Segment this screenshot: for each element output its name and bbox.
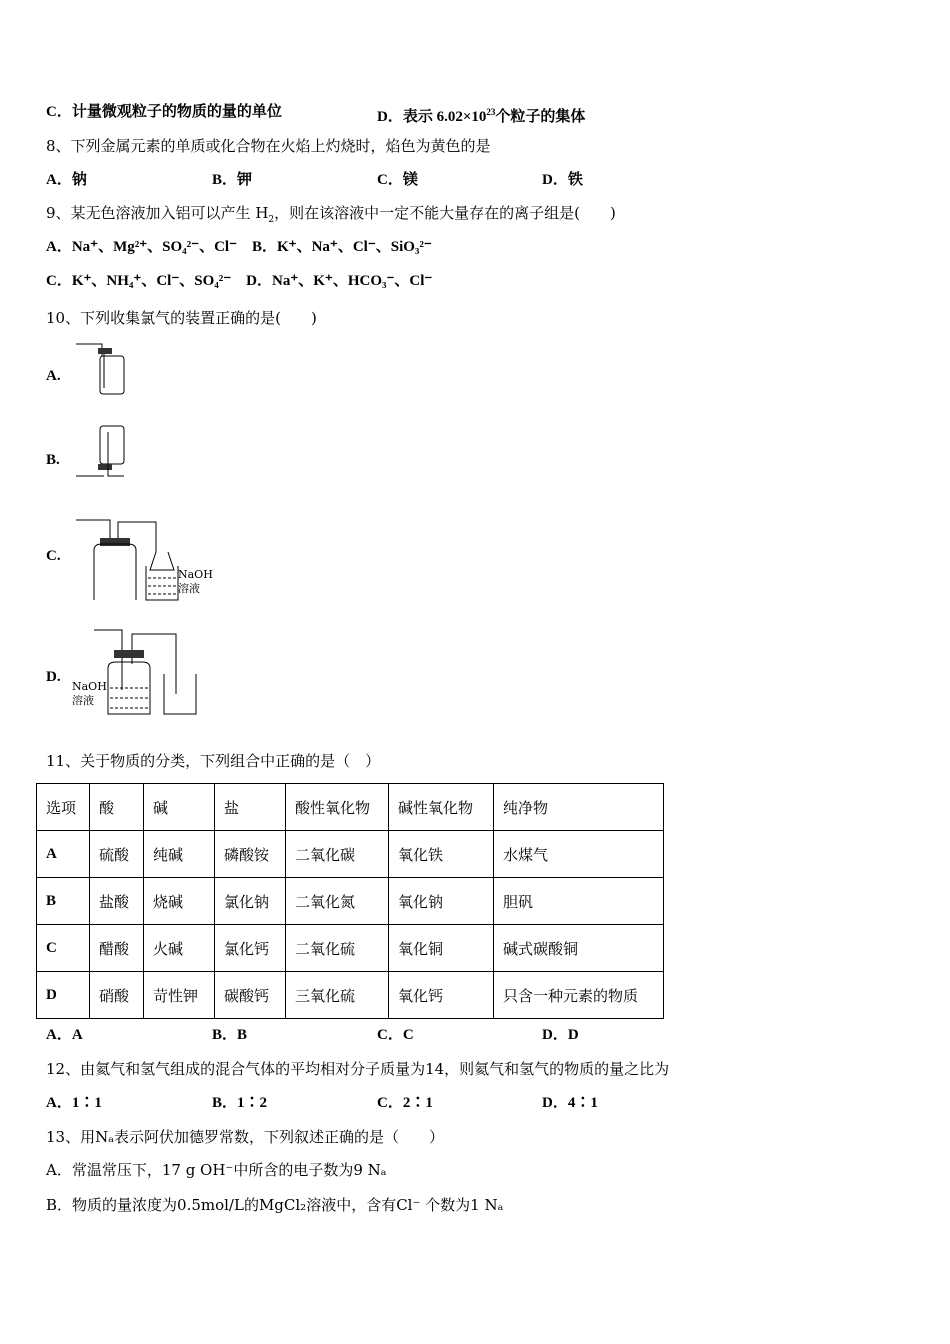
table-row [37, 972, 664, 1019]
header-cell: 碱 [144, 784, 215, 831]
table-row [37, 831, 664, 878]
apparatus-c-image [72, 514, 222, 606]
naoh-label-c: NaOH [178, 568, 213, 581]
table-cell: 氧化铁 [389, 831, 494, 878]
table-cell: 纯碱 [144, 831, 215, 878]
q7-d-exp: 23 [486, 107, 496, 117]
table-row [37, 878, 664, 925]
q12-option-d: D．4∶1 [542, 1095, 598, 1111]
q7-option-c: C．计量微观粒子的物质的量的单位 [46, 104, 282, 120]
q12-option-c: C．2∶1 [377, 1095, 433, 1111]
q10-option-c-label: C. [46, 548, 61, 564]
q9-stem-sub: 2 [268, 215, 275, 225]
solution-label-d: 溶液 [72, 694, 94, 707]
header-cell: 盐 [215, 784, 286, 831]
q9-options-ab: A．Na⁺、Mg²⁺、SO₄²⁻、Cl⁻ B．K⁺、Na⁺、Cl⁻、SiO₃²⁻ [46, 239, 432, 255]
q9-stem-pre: 9、某无色溶液加入铝可以产生 H [46, 204, 269, 222]
table-cell: 二氧化氮 [286, 878, 389, 925]
q11-option-d: D．D [542, 1027, 579, 1043]
q8-stem: 8、下列金属元素的单质或化合物在火焰上灼烧时，焰色为黄色的是 [46, 137, 491, 155]
q8-option-d: D．铁 [542, 172, 583, 188]
apparatus-d-image [72, 624, 212, 720]
table-cell: 烧碱 [144, 878, 215, 925]
q11-option-b: B．B [212, 1027, 248, 1043]
q10-option-a-label: A. [46, 368, 61, 384]
naoh-label-d: NaOH [72, 680, 107, 693]
q11-option-c: C．C [377, 1027, 414, 1043]
table-cell: 氯化钙 [215, 925, 286, 972]
header-cell: 纯净物 [494, 784, 664, 831]
q11-stem: 11、关于物质的分类，下列组合中正确的是（ ） [46, 752, 381, 770]
q9-stem [46, 203, 616, 230]
q10-option-b-label: B. [46, 452, 60, 468]
table-cell: 氧化钙 [389, 972, 494, 1019]
table-cell: 二氧化碳 [286, 831, 389, 878]
table-cell: 氧化钠 [389, 878, 494, 925]
table-cell: 氯化钠 [215, 878, 286, 925]
table-cell: 醋酸 [90, 925, 144, 972]
q13-option-b: B．物质的量浓度为0.5mol/L的MgCl₂溶液中，含有Cl⁻ 个数为1 Nₐ [46, 1196, 504, 1214]
q10-stem: 10、下列收集氯气的装置正确的是( ) [46, 309, 317, 327]
table-row [37, 925, 664, 972]
table-cell: 二氧化硫 [286, 925, 389, 972]
classification-table [36, 783, 664, 1019]
q12-option-b: B．1∶2 [212, 1095, 268, 1111]
table-cell: A [37, 831, 90, 878]
table-cell: 水煤气 [494, 831, 664, 878]
table-cell: D [37, 972, 90, 1019]
table-cell: 硫酸 [90, 831, 144, 878]
q12-option-a: A．1∶1 [46, 1095, 102, 1111]
q8-option-a: A．钠 [46, 172, 87, 188]
solution-label-c: 溶液 [178, 582, 200, 595]
q7-d-post: 个粒子的集体 [495, 109, 586, 125]
table-cell: 碱式碳酸铜 [494, 925, 664, 972]
table-cell: 氧化铜 [389, 925, 494, 972]
table-cell: 苛性钾 [144, 972, 215, 1019]
apparatus-b-image [72, 422, 132, 484]
q9-stem-post: ，则在该溶液中一定不能大量存在的离子组是( ) [274, 204, 616, 222]
header-cell: 酸性氧化物 [286, 784, 389, 831]
table-cell: 火碱 [144, 925, 215, 972]
apparatus-a-image [72, 338, 132, 398]
q8-option-c: C．镁 [377, 172, 418, 188]
table-cell: 只含一种元素的物质 [494, 972, 664, 1019]
q10-option-d-label: D. [46, 669, 61, 685]
q13-stem: 13、用Nₐ表示阿伏加德罗常数，下列叙述正确的是（ ） [46, 1128, 445, 1146]
table-cell: 碳酸钙 [215, 972, 286, 1019]
q7-option-d [377, 102, 585, 127]
q7-d-text: D．表示 6.02×10 [377, 109, 487, 125]
header-cell: 选项 [37, 784, 90, 831]
table-cell: C [37, 925, 90, 972]
table-header-row [37, 784, 664, 831]
table-cell: 硝酸 [90, 972, 144, 1019]
table-cell: 盐酸 [90, 878, 144, 925]
table-cell: 磷酸铵 [215, 831, 286, 878]
q8-option-b: B．钾 [212, 172, 253, 188]
table-cell: 三氧化硫 [286, 972, 389, 1019]
q9-options-cd: C．K⁺、NH₄⁺、Cl⁻、SO₄²⁻ D．Na⁺、K⁺、HCO₃⁻、Cl⁻ [46, 273, 433, 289]
table-cell: 胆矾 [494, 878, 664, 925]
q11-option-a: A．A [46, 1027, 83, 1043]
header-cell: 碱性氧化物 [389, 784, 494, 831]
q13-option-a: A．常温常压下，17 g OH⁻中所含的电子数为9 Nₐ [46, 1161, 387, 1179]
table-cell: B [37, 878, 90, 925]
q12-stem: 12、由氦气和氢气组成的混合气体的平均相对分子质量为14，则氦气和氢气的物质的量之比为 [46, 1060, 670, 1078]
header-cell: 酸 [90, 784, 144, 831]
